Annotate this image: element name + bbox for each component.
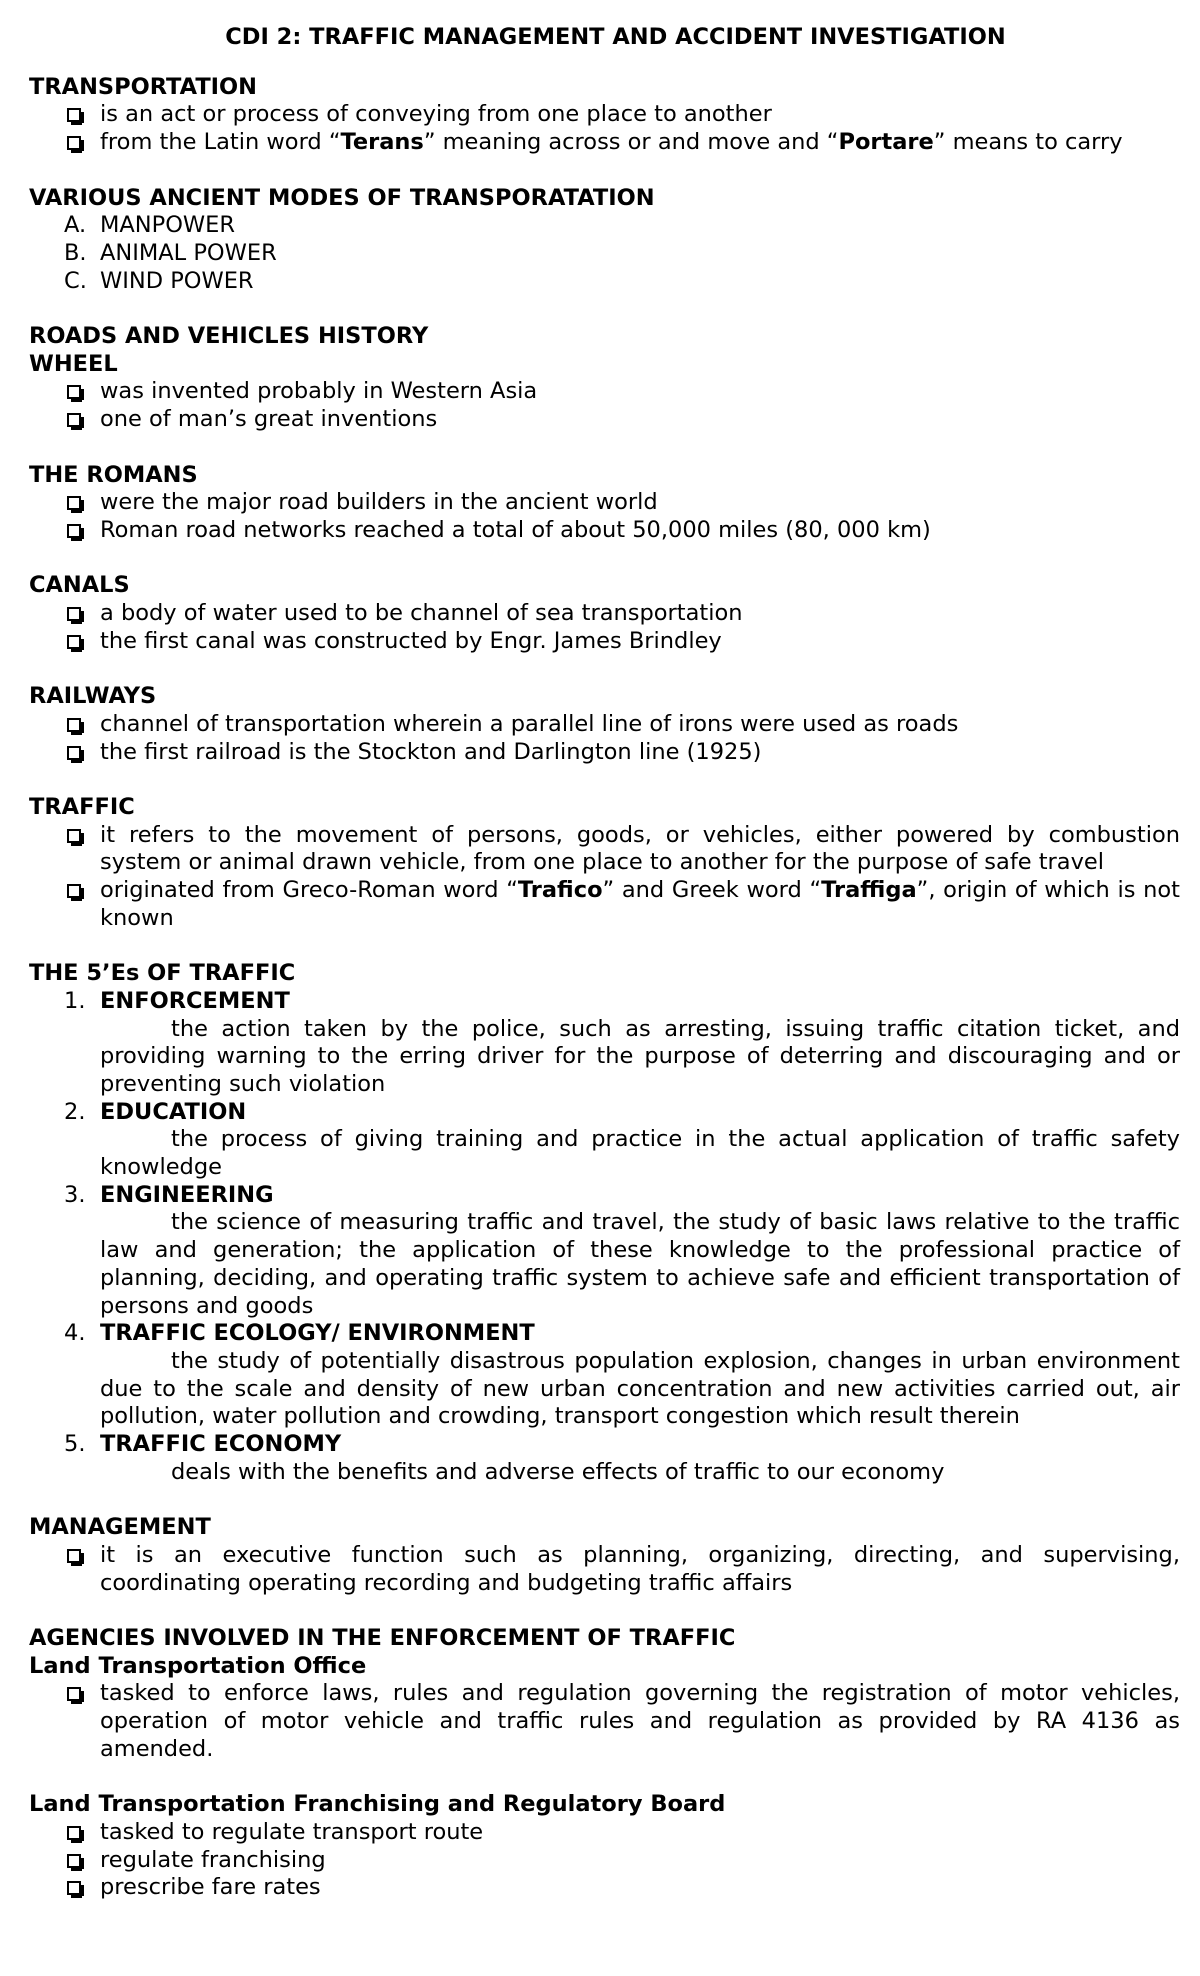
checkbox-bullet-icon xyxy=(67,1687,81,1701)
bullet-list xyxy=(29,101,1180,156)
list-item: tasked to enforce laws, rules and regulation governing the registration of motor vehicles, operation of motor vehicle and traffic rules and regulation as provided by RA 4136 as amended. xyxy=(29,1680,1180,1763)
list-item: the first canal was constructed by Engr. James Brindley xyxy=(29,628,1180,656)
bullet-list xyxy=(29,822,1180,933)
list-item: a body of water used to be channel of sea transportation xyxy=(29,600,1180,628)
section-heading: ROADS AND VEHICLES HISTORY xyxy=(29,323,429,349)
section-heading: MANAGEMENT xyxy=(29,1514,211,1541)
section-heading: CANALS xyxy=(29,572,130,599)
bullet-list xyxy=(29,1542,1180,1597)
document-title: CDI 2: TRAFFIC MANAGEMENT AND ACCIDENT INVESTIGATION xyxy=(225,24,1006,50)
list-item: prescribe fare rates xyxy=(29,1874,1180,1902)
list-marker: 2. xyxy=(64,1098,86,1125)
section-railways xyxy=(29,683,1180,766)
section-ltfrb xyxy=(29,1791,1180,1902)
section-heading: AGENCIES INVOLVED IN THE ENFORCEMENT OF TRAFFIC xyxy=(29,1624,736,1651)
list-item: originated from Greco-Roman word “Trafico” and Greek word “Traffiga”, origin of which is not known xyxy=(29,877,1180,932)
checkbox-bullet-icon xyxy=(67,1881,81,1895)
checkbox-bullet-icon xyxy=(67,607,81,621)
word-trafico: Trafico xyxy=(517,877,603,903)
list-item: were the major road builders in the ancient world xyxy=(29,489,1180,517)
latin-word-terans: Terans xyxy=(340,129,424,156)
section-romans xyxy=(29,462,1180,545)
subsection-heading-lto: Land Transportation Office xyxy=(29,1652,367,1679)
term-heading: TRAFFIC ECOLOGY/ ENVIRONMENT xyxy=(100,1320,535,1347)
term-heading: EDUCATION xyxy=(100,1098,247,1125)
section-canals xyxy=(29,572,1180,655)
list-marker: 4. xyxy=(64,1320,86,1347)
word-traffiga: Traffiga xyxy=(821,877,917,903)
list-item: B. ANIMAL POWER xyxy=(64,239,277,266)
lettered-list xyxy=(29,212,1180,295)
subsection-heading: WHEEL xyxy=(29,350,118,377)
list-item: Roman road networks reached a total of about 50,000 miles (80, 000 km) xyxy=(29,517,1180,545)
section-heading: RAILWAYS xyxy=(29,683,157,710)
checkbox-bullet-icon xyxy=(67,136,81,150)
bullet-list xyxy=(29,600,1180,655)
list-item: it refers to the movement of persons, goods, or vehicles, either powered by combustion system or animal drawn vehicle, from one place to another for the purpose of safe travel xyxy=(29,822,1180,877)
section-agencies xyxy=(29,1625,1180,1764)
checkbox-bullet-icon xyxy=(67,385,81,399)
term-description: deals with the benefits and adverse effects of traffic to our economy xyxy=(171,1458,945,1485)
list-item: is an act or process of conveying from one place to another xyxy=(29,101,1180,129)
list-item xyxy=(29,988,1180,1099)
section-five-es xyxy=(29,960,1180,1486)
list-item: C. WIND POWER xyxy=(64,267,254,294)
section-traffic xyxy=(29,794,1180,933)
latin-word-portare: Portare xyxy=(838,129,934,156)
term-description: the science of measuring traffic and travel, the study of basic laws relative to the traffic law and generation; the application of these knowledge to the professional practice of planning, deciding, and operating traffic system to achieve safe and efficient transportation of persons and goods xyxy=(100,1209,1180,1319)
checkbox-bullet-icon xyxy=(67,524,81,538)
checkbox-bullet-icon xyxy=(67,746,81,760)
bullet-list xyxy=(29,378,1180,433)
term-heading: ENFORCEMENT xyxy=(100,987,290,1014)
section-heading: VARIOUS ANCIENT MODES OF TRANSPORATATION xyxy=(29,184,655,211)
term-heading: ENGINEERING xyxy=(100,1181,274,1208)
list-item: it is an executive function such as planning, organizing, directing, and supervising, coordinating operating recording and budgeting traffic affairs xyxy=(29,1542,1180,1597)
term-description: the study of potentially disastrous population explosion, changes in urban environment due to the scale and density of new urban concentration and new activities carried out, air pollution, water pollution and crowding, transport congestion which result therein xyxy=(100,1347,1180,1430)
term-heading: TRAFFIC ECONOMY xyxy=(100,1431,342,1458)
list-item xyxy=(29,1099,1180,1182)
list-marker: C. xyxy=(64,267,87,294)
list-marker: A. xyxy=(64,212,87,239)
section-heading: THE 5’Es OF TRAFFIC xyxy=(29,960,296,987)
checkbox-bullet-icon xyxy=(67,1549,81,1563)
list-marker: 3. xyxy=(64,1181,86,1208)
list-item xyxy=(29,1182,1180,1321)
section-heading: THE ROMANS xyxy=(29,461,198,488)
checkbox-bullet-icon xyxy=(67,1826,81,1840)
section-roads-history xyxy=(29,323,1180,434)
term-description: the action taken by the police, such as arresting, issuing traffic citation ticket, and providing warning to the erring driver for the purpose of deterring and discouraging and or preventing such violation xyxy=(100,1015,1180,1097)
list-item: from the Latin word “Terans” meaning across or and move and “Portare” means to carry xyxy=(29,129,1180,157)
list-marker: 5. xyxy=(64,1431,86,1458)
section-heading: TRANSPORTATION xyxy=(29,73,257,100)
list-item: one of man’s great inventions xyxy=(29,406,1180,434)
subsection-heading-ltfrb: Land Transportation Franchising and Regulatory Board xyxy=(29,1791,726,1818)
list-item: regulate franchising xyxy=(29,1847,1180,1875)
numbered-list xyxy=(29,988,1180,1487)
bullet-list xyxy=(29,1819,1180,1902)
list-marker: 1. xyxy=(64,987,86,1014)
term-description: the process of giving training and practice in the actual application of traffic safety knowledge xyxy=(100,1126,1180,1181)
bullet-list xyxy=(29,711,1180,766)
list-item: A. MANPOWER xyxy=(64,212,236,239)
checkbox-bullet-icon xyxy=(67,829,81,843)
checkbox-bullet-icon xyxy=(67,884,81,898)
list-item: was invented probably in Western Asia xyxy=(29,378,1180,406)
list-item xyxy=(29,1320,1180,1431)
list-item xyxy=(29,1431,1180,1486)
list-item: channel of transportation wherein a parallel line of irons were used as roads xyxy=(29,711,1180,739)
checkbox-bullet-icon xyxy=(67,108,81,122)
section-heading: TRAFFIC xyxy=(29,793,135,820)
section-transportation xyxy=(29,74,1180,157)
checkbox-bullet-icon xyxy=(67,635,81,649)
bullet-list xyxy=(29,489,1180,544)
list-item: tasked to regulate transport route xyxy=(29,1819,1180,1847)
checkbox-bullet-icon xyxy=(67,718,81,732)
checkbox-bullet-icon xyxy=(67,413,81,427)
checkbox-bullet-icon xyxy=(67,496,81,510)
bullet-list xyxy=(29,1680,1180,1763)
list-marker: B. xyxy=(64,239,87,266)
checkbox-bullet-icon xyxy=(67,1854,81,1868)
section-ancient-modes xyxy=(29,185,1180,296)
section-management xyxy=(29,1514,1180,1597)
list-item: the first railroad is the Stockton and Darlington line (1925) xyxy=(29,739,1180,767)
